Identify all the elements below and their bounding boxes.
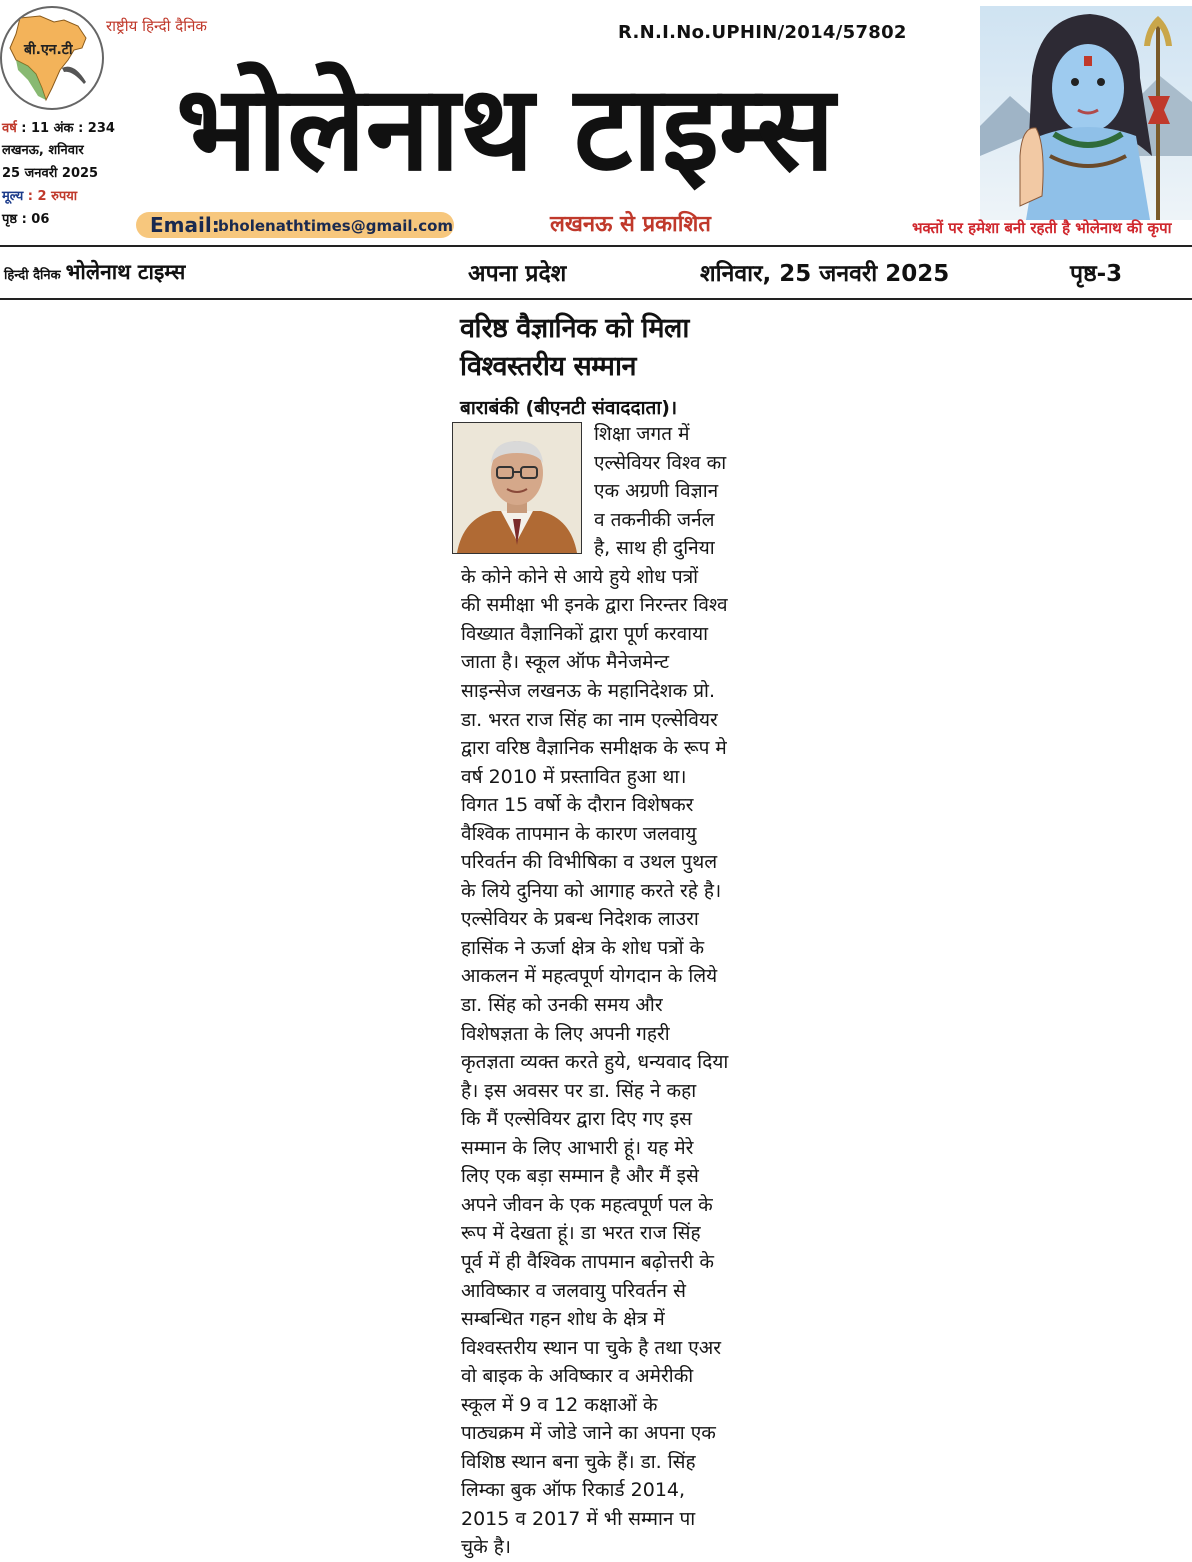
logo-text: बी.एन.टी [24, 42, 73, 58]
article-body-line: की समीक्षा भी इनके द्वारा निरन्तर विश्व [461, 594, 728, 617]
article-headline [460, 310, 760, 386]
newspaper-logo [0, 6, 104, 110]
top-rule [0, 245, 1192, 247]
shiva-illustration [980, 6, 1192, 220]
article-body-line: 2015 व 2017 में भी सम्मान पा [461, 1507, 696, 1530]
article-body-line: व तकनीकी जर्नल [594, 508, 715, 531]
strip-paper-name [4, 258, 185, 286]
email-label: Email: [150, 213, 220, 237]
pages-value: : 06 [21, 212, 50, 227]
article-body-line: विशेषज्ञता के लिए अपनी गहरी [461, 1022, 670, 1045]
headline-line-1: वरिष्ठ वैज्ञानिक को मिला [460, 313, 689, 344]
article-body-line: द्वारा वरिष्ठ वैज्ञानिक समीक्षक के रूप मे [461, 737, 727, 760]
article-body-line: डा. भरत राज सिंह का नाम एल्सेवियर [461, 708, 718, 731]
article-body-line: अपने जीवन के एक महत्वपूर्ण पल के [461, 1193, 713, 1216]
newspaper-title: भोलेनाथ टाइम्स [176, 59, 835, 197]
issue-info [2, 118, 115, 136]
article-body-line: जाता है। स्कूल ऑफ मैनेजमेन्ट [461, 651, 670, 674]
article-body-line: विगत 15 वर्षो के दौरान विशेषकर [461, 794, 694, 817]
page-number: पृष्ठ-3 [1070, 261, 1123, 287]
article-body-line: साइन्सेज लखनऊ के महानिदेशक प्रो. [461, 679, 715, 702]
tagline: राष्ट्रीय हिन्दी दैनिक [106, 17, 207, 35]
article-body-line: के कोने कोने से आये हुये शोध पत्रों [461, 565, 699, 588]
article-body-line: पूर्व में ही वैश्विक तापमान बढ़ोत्तरी के [461, 1250, 714, 1273]
article-body-line: लिम्का बुक ऑफ रिकार्ड 2014, [461, 1479, 686, 1502]
pages-info [2, 209, 49, 227]
article-body-line: स्कूल में 9 व 12 कक्षाओं के [461, 1393, 658, 1416]
article-body-line: परिवर्तन की विभीषिका व उथल पुथल [461, 851, 718, 874]
article-body-line: वर्ष 2010 में प्रस्तावित हुआ था। [461, 765, 687, 788]
author-photo [452, 422, 582, 554]
article-body-line: रूप में देखता हूं। डा भरत राज सिंह [461, 1222, 701, 1245]
article-body-line: आविष्कार व जलवायु परिवर्तन से [461, 1279, 686, 1302]
portrait-image [453, 423, 581, 553]
pages-label: पृष्ठ [2, 212, 18, 227]
email-badge [136, 212, 454, 238]
article-body-line: कि मैं एल्सेवियर द्वारा दिए गए इस [461, 1108, 692, 1131]
article-body-line: के लिये दुनिया को आगाह करते रहे है। [461, 879, 722, 902]
strip-paper-title: भोलेनाथ टाइम्स [65, 260, 186, 284]
article-body-line: है। इस अवसर पर डा. सिंह ने कहा [461, 1079, 697, 1102]
price-info [2, 186, 77, 204]
place-day: लखनऊ, शनिवार [2, 143, 84, 158]
article-body-line: कृतज्ञता व्यक्त करते हुये, धन्यवाद दिया [461, 1051, 729, 1074]
article-body-line: लिए एक बड़ा सम्मान है और मैं इसे [461, 1165, 699, 1188]
article-body-line: हासिंक ने ऊर्जा क्षेत्र के शोध पत्रों के [461, 936, 705, 959]
article-body-line: विशिष्ठ स्थान बना चुके हैं। डा. सिंह [461, 1450, 696, 1473]
issue-value: : 11 अंक : 234 [21, 121, 115, 136]
article-body-line: वो बाइक के अविष्कार व अमेरीकी [461, 1365, 694, 1388]
article-body-line: पाठ्यक्रम में जोडे जाने का अपना एक [461, 1422, 716, 1445]
article-body-line: चुके है। [461, 1536, 511, 1559]
issue-date: 25 जनवरी 2025 [2, 166, 99, 181]
article-body-line: वैश्विक तापमान के कारण जलवायु [461, 822, 697, 845]
price-label: मूल्य [2, 189, 24, 204]
devotion-line: भक्तों पर हमेशा बनी रहती है भोलेनाथ की कृपा [912, 219, 1172, 237]
bottom-rule [0, 298, 1192, 300]
email-address[interactable]: bholenathtimes@gmail.com [218, 217, 454, 235]
headline-line-2: विश्वस्तरीय सम्मान [460, 351, 636, 382]
article-body-line: सम्मान के लिए आभारी हूं। यह मेरे [461, 1136, 694, 1159]
deity-image [980, 6, 1192, 220]
article-body-line: एक अग्रणी विज्ञान [594, 480, 719, 503]
article-body-line: विख्यात वैज्ञानिकों द्वारा पूर्ण करवाया [461, 622, 709, 645]
article-body-line: आकलन में महत्वपूर्ण योगदान के लिये [461, 965, 718, 988]
strip-paper-type: हिन्दी दैनिक [4, 268, 61, 283]
issue-label: वर्ष [2, 121, 17, 136]
published-from: लखनऊ से प्रकाशित [550, 212, 711, 237]
rni-number: R.N.I.No.UPHIN/2014/57802 [618, 22, 907, 43]
article-body-line: एल्सेवियर के प्रबन्ध निदेशक लाउरा [461, 908, 699, 931]
article-body-line: सम्बन्धित गहन शोध के क्षेत्र में [461, 1308, 665, 1331]
strip-date: शनिवार, 25 जनवरी 2025 [700, 261, 950, 287]
section-name: अपना प्रदेश [468, 261, 567, 287]
article-body-line: है, साथ ही दुनिया [594, 537, 715, 560]
article-body-line: डा. सिंह को उनकी समय और [461, 994, 663, 1016]
article-body-line: एल्सेवियर विश्व का [594, 451, 727, 474]
article-body-line: विश्वस्तरीय स्थान पा चुके है तथा एअर [461, 1336, 722, 1359]
article-dateline: बाराबंकी (बीएनटी संवाददाता)। [460, 397, 678, 419]
price-value: : 2 रुपया [27, 189, 78, 204]
article-body-line: शिक्षा जगत में [594, 423, 690, 445]
